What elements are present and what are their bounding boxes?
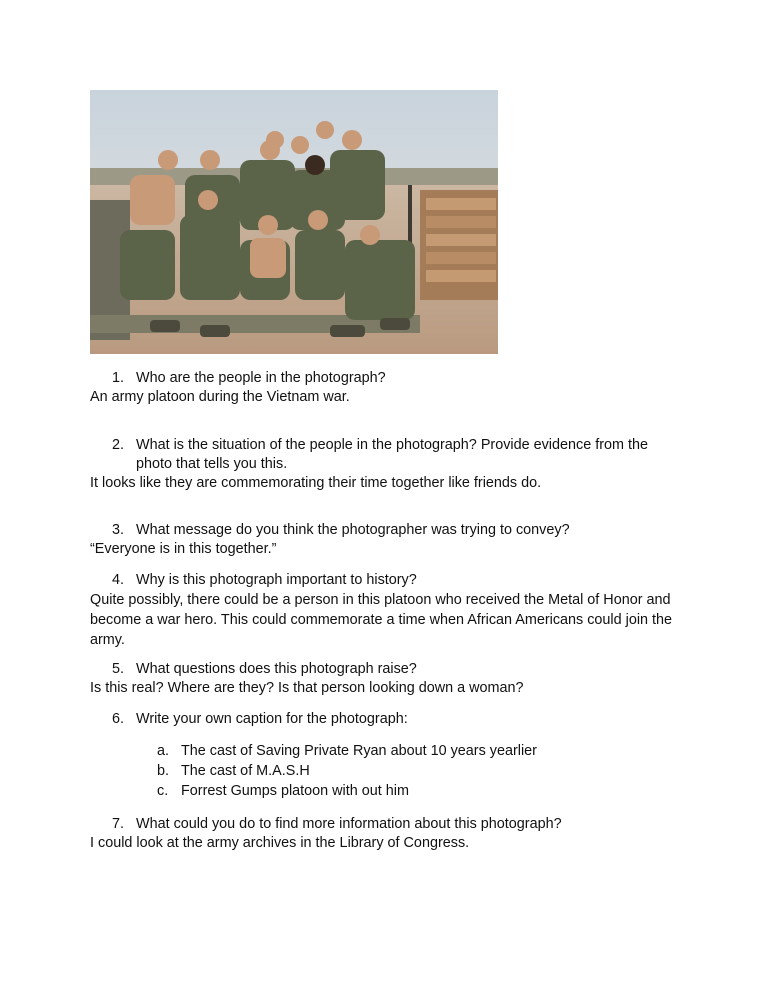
question-number: 3. (112, 522, 125, 538)
question-block-2 (90, 436, 690, 493)
question-number: 1. (112, 370, 125, 386)
question-block-4 (90, 570, 678, 650)
question-text: Who are the people in the photograph? (136, 370, 386, 386)
question-number: 7. (112, 816, 125, 832)
question-3 (90, 521, 690, 540)
question-1 (90, 369, 690, 388)
caption-text: The cast of Saving Private Ryan about 10 years yearlier (181, 743, 537, 759)
question-number: 4. (112, 572, 125, 588)
platoon-photograph (90, 90, 498, 354)
question-text: What message do you think the photographer was trying to convey? (136, 522, 570, 538)
answer-2: It looks like they are commemorating their time together like friends do. (90, 475, 542, 491)
question-7 (90, 815, 690, 834)
question-4 (90, 570, 678, 590)
question-block-6 (90, 710, 690, 729)
question-block-1 (90, 369, 690, 407)
question-text: What questions does this photograph raise? (136, 661, 417, 677)
caption-text: Forrest Gumps platoon with out him (181, 783, 409, 799)
caption-label: c. (157, 783, 169, 799)
question-text: What could you do to find more information about this photograph? (136, 816, 562, 832)
question-block-7 (90, 815, 690, 853)
answer-4: Quite possibly, there could be a person in this platoon who received the Metal of Honor and become a war hero. This could commemorate a time when African Americans could join the army. (90, 592, 673, 648)
question-number: 6. (112, 711, 125, 727)
question-block-5 (90, 660, 690, 698)
question-number: 2. (112, 437, 125, 453)
question-5 (90, 660, 690, 679)
answer-7: I could look at the army archives in the Library of Congress. (90, 835, 470, 851)
answer-3: “Everyone is in this together.” (90, 541, 277, 557)
question-text: Why is this photograph important to history? (136, 572, 417, 588)
question-text: Write your own caption for the photograph: (136, 711, 408, 727)
answer-1: An army platoon during the Vietnam war. (90, 389, 350, 405)
question-text: What is the situation of the people in the photograph? Provide evidence from the photo that tells you this. (136, 437, 648, 472)
caption-text: The cast of M.A.S.H (181, 763, 310, 779)
question-2 (90, 436, 676, 474)
question-block-3 (90, 521, 690, 559)
caption-label: a. (157, 743, 170, 759)
answer-5: Is this real? Where are they? Is that person looking down a woman? (90, 680, 524, 696)
question-6 (90, 710, 690, 729)
caption-label: b. (157, 763, 170, 779)
question-number: 5. (112, 661, 125, 677)
